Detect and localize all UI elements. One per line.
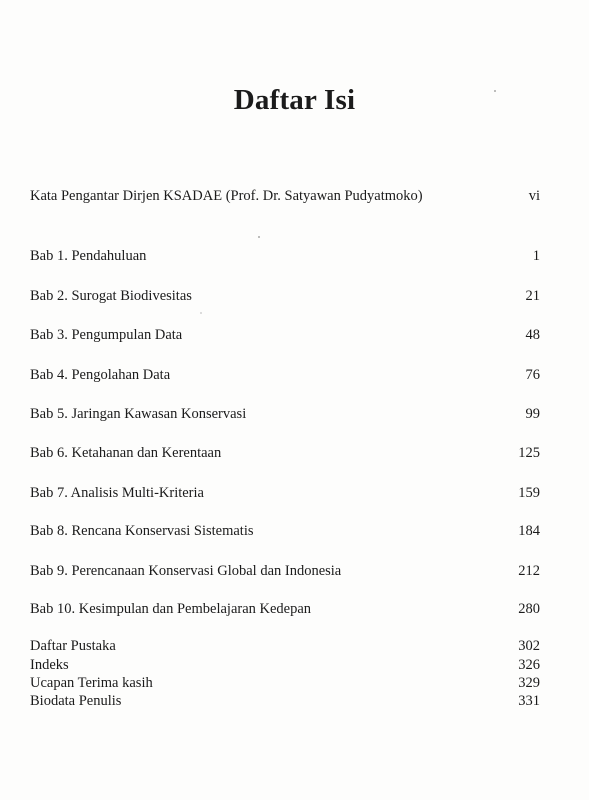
- toc-entry-page: 99: [525, 406, 540, 422]
- toc-entry-page: 48: [525, 327, 540, 343]
- toc-entry-label: Bab 3. Pengumpulan Data: [30, 327, 183, 343]
- toc-entry-label: Bab 8. Rencana Konservasi Sistematis: [30, 523, 254, 539]
- toc-entry-chapter: [30, 484, 540, 502]
- toc-entry-label: Biodata Penulis: [30, 693, 122, 709]
- toc-entry-page: 21: [525, 288, 540, 304]
- toc-entry-page: 326: [518, 657, 540, 673]
- toc-entry-page: 159: [518, 485, 540, 501]
- page-title: Daftar Isi: [233, 84, 356, 116]
- toc-entry-label: Bab 2. Surogat Biodivesitas: [30, 288, 192, 304]
- toc-entry-page: 125: [518, 445, 540, 461]
- toc-entry-chapter: [30, 287, 540, 305]
- toc-entry-chapter: [30, 600, 540, 618]
- toc-entry-page: vi: [528, 188, 540, 204]
- scan-speck: [200, 312, 202, 314]
- toc-entry-page: 302: [518, 638, 540, 654]
- toc-entry-label: Ucapan Terima kasih: [30, 675, 153, 691]
- toc-entry-page: 329: [518, 675, 540, 691]
- scan-speck: [494, 90, 496, 92]
- toc-entry-label: Bab 7. Analisis Multi-Kriteria: [30, 485, 204, 501]
- toc-entry-backmatter: [30, 692, 540, 710]
- toc-entry-label: Bab 1. Pendahuluan: [30, 248, 147, 264]
- toc-entry-label: Bab 9. Perencanaan Konservasi Global dan Indonesia: [30, 563, 342, 579]
- toc-entry-chapter: [30, 366, 540, 384]
- toc-entry-chapter: [30, 444, 540, 462]
- toc-entry-page: 331: [518, 693, 540, 709]
- toc-entry-label: Bab 10. Kesimpulan dan Pembelajaran Kedepan: [30, 601, 312, 617]
- toc-entry-chapter: [30, 405, 540, 423]
- toc-entry-page: 184: [518, 523, 540, 539]
- toc-entry-chapter: [30, 326, 540, 344]
- toc-entry-chapter: [30, 522, 540, 540]
- toc-entry-chapter: [30, 247, 540, 265]
- toc-entry-label: Bab 5. Jaringan Kawasan Konservasi: [30, 406, 247, 422]
- toc-entry-label: Bab 6. Ketahanan dan Kerentaan: [30, 445, 222, 461]
- toc-entry-page: 1: [532, 248, 540, 264]
- toc-entry-page: 212: [518, 563, 540, 579]
- toc-entry-backmatter: [30, 674, 540, 692]
- toc-entry-page: 76: [525, 367, 540, 383]
- toc-entry-backmatter: [30, 637, 540, 655]
- toc-entry-page: 280: [518, 601, 540, 617]
- toc-entry-chapter: [30, 562, 540, 580]
- toc-entry-label: Bab 4. Pengolahan Data: [30, 367, 171, 383]
- toc-entry-label: Indeks: [30, 657, 69, 673]
- toc-entry-foreword: [30, 187, 540, 205]
- toc-entry-backmatter: [30, 656, 540, 674]
- scan-speck: [258, 236, 260, 238]
- toc-entry-label: Kata Pengantar Dirjen KSADAE (Prof. Dr. Satyawan Pudyatmoko): [30, 188, 423, 204]
- toc-entry-label: Daftar Pustaka: [30, 638, 116, 654]
